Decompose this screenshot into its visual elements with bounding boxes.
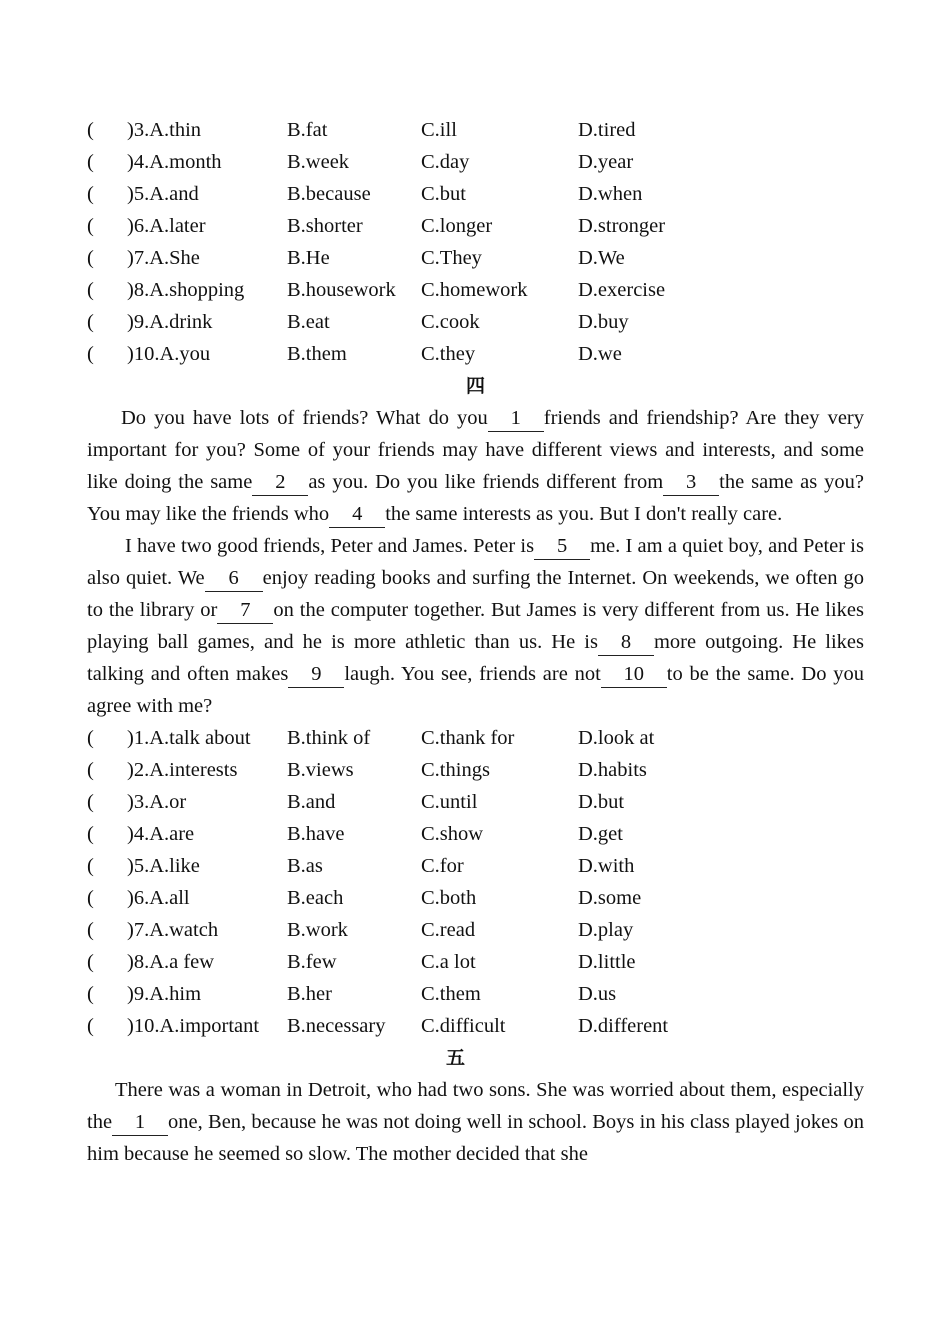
option-d: D.but: [578, 791, 625, 813]
option-row: [87, 146, 864, 178]
option-row: [87, 242, 864, 274]
option-b: B.shorter: [287, 215, 363, 237]
passage-paragraph: I have two good friends, Peter and James. Peter is 5 me. I am a quiet boy, and Peter is also quiet. We 6 enjoy reading books and surfing the Internet. On weekends, we often go to the library or 7 on the computer together. But James is very different from us. He likes playing ball games, and he is more athletic than us. He is 8 more outgoing. He likes talking and often makes 9 laugh. You see, friends are not 10 to be the same. Do you agree with me?: [87, 535, 865, 717]
option-b: B.views: [287, 759, 354, 781]
passage-paragraph: There was a woman in Detroit, who had two sons. She was worried about them, especially the 1 one, Ben, because he was not doing well in school. Boys in his class played jokes on him because he seemed so slow. The mother decided that she: [87, 1079, 864, 1165]
question-number: )10.: [127, 343, 160, 365]
blank-2[interactable]: 2: [252, 469, 308, 496]
option-row: [87, 274, 864, 306]
blank-6[interactable]: 6: [205, 565, 263, 592]
option-c: C.show: [421, 823, 484, 845]
option-row: [87, 914, 864, 946]
blank-1[interactable]: 1: [112, 1109, 168, 1136]
blank-3[interactable]: 3: [663, 469, 719, 496]
option-d: D.habits: [578, 759, 647, 781]
option-row: [87, 946, 864, 978]
passage-paragraph: Do you have lots of friends? What do you 1 friends and friendship? Are they very important for you? Some of your friends may have different views and interests, and some like doing the same 2 as you. Do you like friends different from 3 the same as you? You may like the friends who 4 the same interests as you. But I don't really care.: [87, 402, 864, 530]
option-a: )6.A.all: [127, 887, 190, 909]
option-d: D.play: [578, 919, 634, 941]
answer-paren[interactable]: (: [87, 119, 94, 141]
option-row: [87, 722, 864, 754]
question-number: )9.: [127, 983, 150, 1005]
question-number: )7.: [127, 247, 150, 269]
question-number: )1.: [127, 727, 150, 749]
question-number: )5.: [127, 183, 150, 205]
option-d: D.little: [578, 951, 636, 973]
option-b: B.and: [287, 791, 336, 813]
option-d: D.get: [578, 823, 623, 845]
option-a: )3.A.or: [127, 791, 187, 813]
blank-5[interactable]: 5: [534, 533, 590, 560]
option-a: )3.A.thin: [127, 119, 202, 141]
answer-paren[interactable]: (: [87, 823, 94, 845]
option-a: )7.A.She: [127, 247, 200, 269]
question-number: )3.: [127, 119, 150, 141]
option-d: D.stronger: [578, 215, 666, 237]
option-b: B.necessary: [287, 1015, 386, 1037]
option-b: B.He: [287, 247, 330, 269]
option-row: [87, 882, 864, 914]
question-number: )3.: [127, 791, 150, 813]
option-c: C.longer: [421, 215, 493, 237]
option-row: [87, 754, 864, 786]
option-d: D.us: [578, 983, 617, 1005]
option-row: [87, 978, 864, 1010]
option-c: C.read: [421, 919, 476, 941]
answer-paren[interactable]: (: [87, 151, 94, 173]
answer-paren[interactable]: (: [87, 887, 94, 909]
option-a: )6.A.later: [127, 215, 206, 237]
option-a: )5.A.like: [127, 855, 200, 877]
option-row: [87, 1010, 864, 1042]
option-c: C.difficult: [421, 1015, 506, 1037]
option-b: B.her: [287, 983, 332, 1005]
option-c: C.cook: [421, 311, 480, 333]
blank-4[interactable]: 4: [329, 501, 385, 528]
section5-passage: [87, 1074, 864, 1170]
option-b: B.because: [287, 183, 371, 205]
option-a: )4.A.are: [127, 823, 195, 845]
option-a: )1.A.talk about: [127, 727, 251, 749]
question-number: )4.: [127, 151, 150, 173]
question-number: )10.: [127, 1015, 160, 1037]
option-a: )10.A.you: [127, 343, 211, 365]
option-a: )8.A.a few: [127, 951, 215, 973]
option-row: [87, 850, 864, 882]
option-row: [87, 306, 864, 338]
answer-paren[interactable]: (: [87, 1015, 94, 1037]
option-c: C.ill: [421, 119, 457, 141]
option-a: )9.A.him: [127, 983, 202, 1005]
question-number: )8.: [127, 951, 150, 973]
option-c: C.thank for: [421, 727, 515, 749]
answer-paren[interactable]: (: [87, 727, 94, 749]
option-b: B.each: [287, 887, 344, 909]
option-a: )8.A.shopping: [127, 279, 245, 301]
option-row: [87, 786, 864, 818]
option-c: C.for: [421, 855, 464, 877]
option-row: [87, 818, 864, 850]
option-d: D.different: [578, 1015, 669, 1037]
question-number: )6.: [127, 887, 150, 909]
section3-options: [87, 114, 864, 370]
answer-paren[interactable]: (: [87, 919, 94, 941]
option-b: B.think of: [287, 727, 371, 749]
question-number: )6.: [127, 215, 150, 237]
option-d: D.We: [578, 247, 625, 269]
section4-passage: [87, 402, 864, 722]
answer-paren[interactable]: (: [87, 215, 94, 237]
option-c: C.things: [421, 759, 490, 781]
blank-7[interactable]: 7: [217, 597, 273, 624]
answer-paren[interactable]: (: [87, 247, 94, 269]
answer-paren[interactable]: (: [87, 855, 94, 877]
question-number: )4.: [127, 823, 150, 845]
blank-10[interactable]: 10: [601, 661, 667, 688]
option-a: )10.A.important: [127, 1015, 260, 1037]
option-b: B.work: [287, 919, 348, 941]
option-b: B.housework: [287, 279, 396, 301]
option-b: B.fat: [287, 119, 328, 141]
question-number: )5.: [127, 855, 150, 877]
option-c: C.both: [421, 887, 477, 909]
option-b: B.few: [287, 951, 337, 973]
answer-paren[interactable]: (: [87, 183, 94, 205]
option-d: D.when: [578, 183, 643, 205]
option-row: [87, 338, 864, 370]
option-d: D.some: [578, 887, 642, 909]
option-b: B.them: [287, 343, 347, 365]
option-d: D.year: [578, 151, 634, 173]
option-row: [87, 178, 864, 210]
option-b: B.as: [287, 855, 323, 877]
option-row: [87, 114, 864, 146]
option-a: )2.A.interests: [127, 759, 238, 781]
option-a: )5.A.and: [127, 183, 199, 205]
question-number: )8.: [127, 279, 150, 301]
option-c: C.homework: [421, 279, 528, 301]
answer-paren[interactable]: (: [87, 343, 94, 365]
option-c: C.but: [421, 183, 466, 205]
answer-paren[interactable]: (: [87, 951, 94, 973]
question-number: )2.: [127, 759, 150, 781]
option-c: C.them: [421, 983, 481, 1005]
question-number: )9.: [127, 311, 150, 333]
answer-paren[interactable]: (: [87, 759, 94, 781]
option-d: D.exercise: [578, 279, 666, 301]
option-c: C.they: [421, 343, 476, 365]
blank-9[interactable]: 9: [288, 661, 344, 688]
section4-options: [87, 722, 864, 1042]
option-d: D.tired: [578, 119, 636, 141]
option-c: C.a lot: [421, 951, 476, 973]
option-d: D.with: [578, 855, 635, 877]
option-b: B.have: [287, 823, 345, 845]
option-a: )7.A.watch: [127, 919, 219, 941]
option-b: B.eat: [287, 311, 330, 333]
option-b: B.week: [287, 151, 350, 173]
answer-paren[interactable]: (: [87, 791, 94, 813]
option-a: )4.A.month: [127, 151, 222, 173]
section-heading-4: 四: [465, 375, 485, 397]
option-c: C.day: [421, 151, 470, 173]
option-c: C.They: [421, 247, 482, 269]
option-a: )9.A.drink: [127, 311, 213, 333]
answer-paren[interactable]: (: [87, 983, 94, 1005]
blank-1[interactable]: 1: [488, 405, 544, 432]
option-c: C.until: [421, 791, 478, 813]
question-number: )7.: [127, 919, 150, 941]
answer-paren[interactable]: (: [87, 279, 94, 301]
answer-paren[interactable]: (: [87, 311, 94, 333]
option-row: [87, 210, 864, 242]
section-heading-5: 五: [445, 1047, 465, 1069]
option-d: D.look at: [578, 727, 655, 749]
exam-content: [87, 114, 864, 1170]
option-d: D.buy: [578, 311, 629, 333]
blank-8[interactable]: 8: [598, 629, 654, 656]
option-d: D.we: [578, 343, 622, 365]
